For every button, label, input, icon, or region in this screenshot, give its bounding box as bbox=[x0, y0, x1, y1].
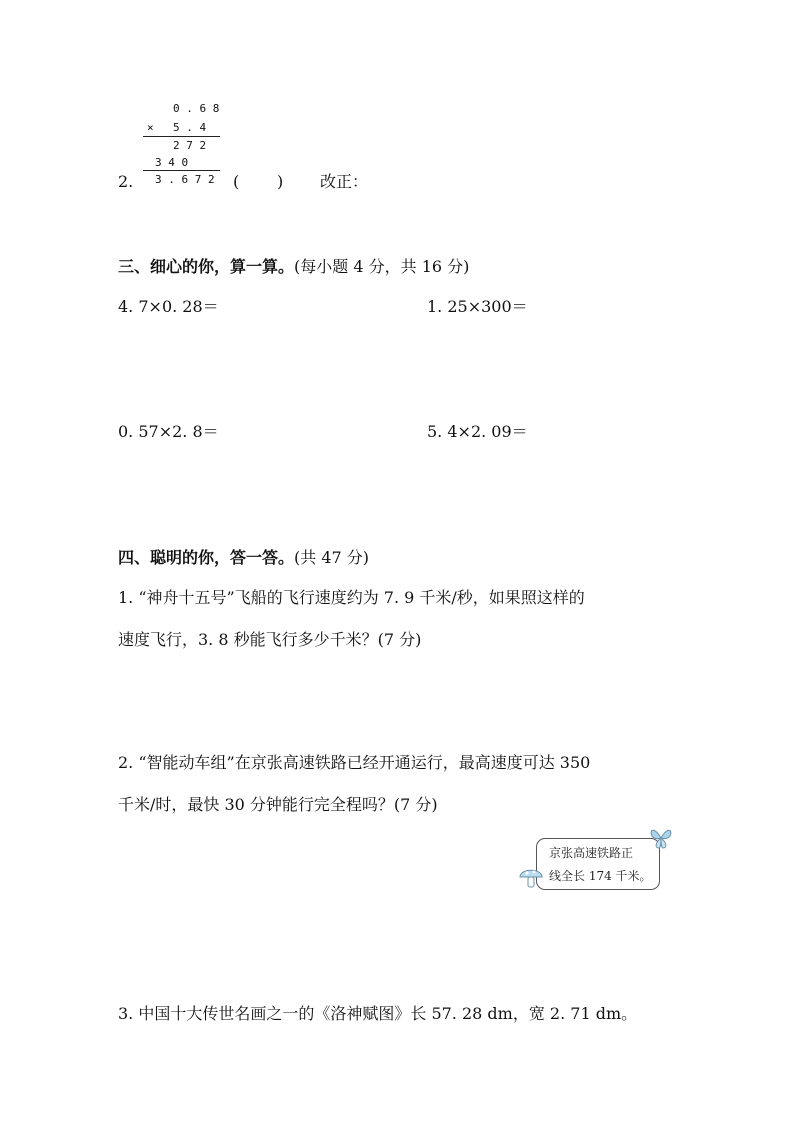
section3-title: 三、细心的你，算一算。 bbox=[118, 257, 295, 276]
question3-line1: 3. 中国十大传世名画之一的《洛神赋图》长 57. 28 dm，宽 2. 71 dm。 bbox=[118, 1004, 638, 1023]
section4-heading bbox=[118, 545, 369, 568]
question2-line2: 千米/时，最快 30 分钟能行完全程吗？(7 分) bbox=[118, 795, 438, 814]
answer-paren-close: ) bbox=[277, 172, 284, 191]
problem-2: 1. 25×300＝ bbox=[427, 297, 528, 316]
question2-line1: 2. “智能动车组”在京张高速铁路已经开通运行，最高速度可达 350 bbox=[118, 753, 591, 772]
partial-product-1: 2 7 2 bbox=[173, 139, 207, 152]
product-result: 3 . 6 7 2 bbox=[155, 173, 215, 186]
butterfly-icon bbox=[648, 824, 674, 852]
partial-product-2: 3 4 0 bbox=[155, 156, 189, 169]
problem-4: 5. 4×2. 09＝ bbox=[427, 422, 528, 441]
section4-note: (共 47 分) bbox=[294, 548, 370, 567]
problem-3: 0. 57×2. 8＝ bbox=[118, 422, 219, 441]
info-card-line2: 线全长 174 千米。 bbox=[549, 869, 652, 883]
section3-heading bbox=[118, 254, 469, 277]
item2-number: 2. bbox=[118, 172, 134, 191]
section3-note: (每小题 4 分，共 16 分) bbox=[294, 257, 470, 276]
info-card bbox=[536, 838, 660, 890]
multiplier: 5 . 4 bbox=[173, 121, 207, 134]
problem-1: 4. 7×0. 28＝ bbox=[118, 297, 219, 316]
question1-line2: 速度飞行，3. 8 秒能飞行多少千米？(7 分) bbox=[118, 630, 422, 649]
correction-label: 改正： bbox=[320, 172, 369, 191]
mushroom-icon bbox=[518, 864, 544, 890]
multiplicand: 0 . 6 8 bbox=[173, 102, 220, 115]
answer-paren-open: ( bbox=[233, 172, 240, 191]
vertical-multiplication bbox=[143, 100, 223, 190]
calc-line-2 bbox=[143, 170, 220, 171]
calc-line-1 bbox=[143, 136, 220, 137]
multiply-sign: × bbox=[147, 121, 154, 134]
section4-title: 四、聪明的你，答一答。 bbox=[118, 548, 295, 567]
question1-line1: 1. “神舟十五号”飞船的飞行速度约为 7. 9 千米/秒，如果照这样的 bbox=[118, 588, 585, 607]
info-card-line1: 京张高速铁路正 bbox=[549, 846, 634, 860]
